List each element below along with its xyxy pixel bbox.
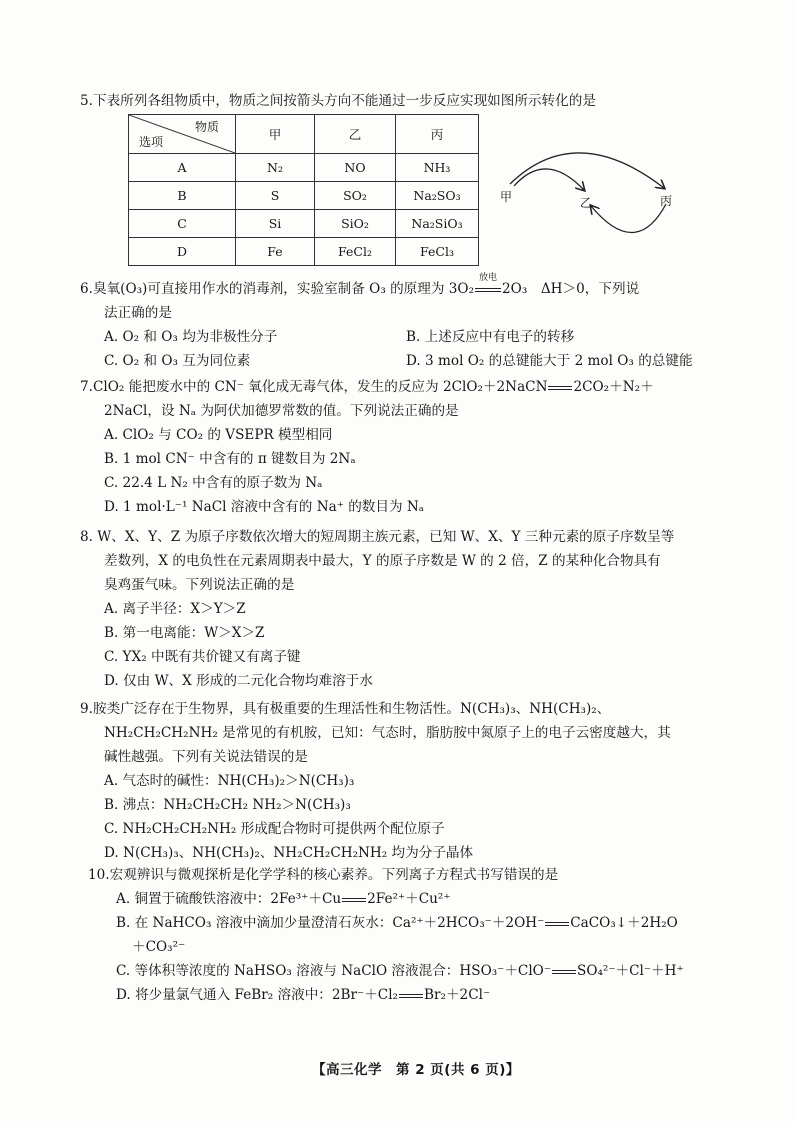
q10-option-c (116, 962, 684, 980)
q7-option-d: D. 1 mol·L⁻¹ NaCl 溶液中含有的 Na⁺ 的数目为 Nₐ (104, 499, 425, 515)
header-substance: 物质 (194, 120, 219, 134)
q8-line1: 8. W、X、Y、Z 为原子序数依次增大的短周期主族元素，已知 W、X、Y 三种元素的原子序数呈等 (80, 529, 675, 545)
q10-a-text-a: A. 铜置于硫酸铁溶液中：2Fe³⁺＋Cu (116, 891, 342, 907)
q10-option-a (116, 890, 451, 908)
equals-sign (342, 898, 366, 902)
q6-option-c: C. O₂ 和 O₃ 互为同位素 (104, 353, 251, 369)
q7-text-b: 2CO₂＋N₂＋ (573, 379, 654, 395)
label-yi: 乙 (580, 196, 593, 210)
q6-line1 (80, 273, 640, 298)
q6-line2: 法正确的是 (104, 305, 172, 321)
label-bing: 丙 (660, 194, 673, 208)
q7-option-b: B. 1 mol CN⁻ 中含有的 π 键数目为 2Nₐ (104, 451, 356, 467)
equals-sign (399, 994, 423, 998)
q9-option-b: B. 沸点：NH₂CH₂CH₂ NH₂＞N(CH₃)₃ (104, 797, 351, 813)
q7-line1 (80, 378, 654, 396)
table-row (129, 238, 479, 266)
q5-table (128, 114, 479, 266)
equals-sign (545, 922, 569, 926)
equals-sign (552, 970, 576, 974)
q10-d-text-b: Br₂＋2Cl⁻ (424, 987, 491, 1003)
q7-line2: 2NaCl，设 Nₐ 为阿伏加德罗常数的值。下列说法正确的是 (104, 403, 459, 419)
q10-c-text-b: SO₄²⁻＋Cl⁻＋H⁺ (577, 963, 684, 979)
q5-stem: 5.下表所列各组物质中，物质之间按箭头方向不能通过一步反应实现如图所示转化的是 (80, 93, 596, 109)
q9-option-a: A. 气态时的碱性：NH(CH₃)₂＞N(CH₃)₃ (104, 773, 355, 789)
cell-jia: S (236, 182, 315, 210)
equals-sign (548, 386, 572, 390)
q9-option-d: D. N(CH₃)₃、NH(CH₃)₂、NH₂CH₂CH₂NH₂ 均为分子晶体 (104, 845, 474, 861)
q6-condition-sign (474, 273, 502, 298)
cell-bing: NH₃ (396, 154, 479, 182)
q6-option-a: A. O₂ 和 O₃ 均为非极性分子 (104, 329, 278, 345)
q10-b-text-b: CaCO₃↓＋2H₂O (570, 915, 678, 931)
table-row (129, 210, 479, 238)
q8-line2: 差数列，X 的电负性在元素周期表中最大，Y 的原子序数是 W 的 2 倍，Z 的某种化合物具有 (104, 553, 661, 569)
q8-option-d: D. 仅由 W、X 形成的二元化合物均难溶于水 (104, 673, 373, 689)
row-option: C (129, 210, 236, 238)
q6-text-a: 6.臭氧(O₃)可直接用作水的消毒剂，实验室制备 O₃ 的原理为 3O₂ (80, 281, 475, 297)
q9-line2: NH₂CH₂CH₂NH₂ 是常见的有机胺，已知：气态时，脂肪胺中氮原子上的电子云密度越大，其 (104, 725, 671, 741)
cell-yi: SiO₂ (315, 210, 396, 238)
q10-a-text-b: 2Fe²⁺＋Cu²⁺ (367, 891, 451, 907)
q8-option-c: C. YX₂ 中既有共价键又有离子键 (104, 649, 301, 665)
label-jia: 甲 (500, 190, 513, 204)
q9-option-c: C. NH₂CH₂CH₂NH₂ 形成配合物时可提供两个配位原子 (104, 821, 445, 837)
q8-line3: 臭鸡蛋气味。下列说法正确的是 (104, 577, 295, 593)
conversion-diagram (496, 140, 696, 254)
q9-line1: 9.胺类广泛存在于生物界，具有极重要的生理活性和生物活性。N(CH₃)₃、NH(CH₃)₂、 (80, 701, 611, 717)
q10-d-text-a: D. 将少量氯气通入 FeBr₂ 溶液中：2Br⁻＋Cl₂ (116, 987, 399, 1003)
q7-option-a: A. ClO₂ 与 CO₂ 的 VSEPR 模型相同 (104, 427, 333, 443)
q9-line3: 碱性越强。下列有关说法错误的是 (104, 749, 308, 765)
cell-yi: SO₂ (315, 182, 396, 210)
q6-option-d: D. 3 mol O₂ 的总键能大于 2 mol O₃ 的总键能 (406, 353, 693, 369)
cell-jia: Si (236, 210, 315, 238)
q7-text-a: 7.ClO₂ 能把废水中的 CN⁻ 氧化成无毒气体，发生的反应为 2ClO₂＋2NaCN (80, 379, 548, 395)
table-header-corner (129, 115, 236, 154)
q10-option-b-cont: ＋CO₃²⁻ (132, 939, 186, 955)
q10-line1: 10.宏观辨识与微观探析是化学学科的核心素养。下列离子方程式书写错误的是 (88, 867, 559, 883)
cell-yi: NO (315, 154, 396, 182)
table-row (129, 182, 479, 210)
q10-b-text-a: B. 在 NaHCO₃ 溶液中滴加少量澄清石灰水：Ca²⁺＋2HCO₃⁻＋2OH⁻ (116, 915, 545, 931)
table-row (129, 154, 479, 182)
header-option: 选项 (139, 135, 164, 149)
q10-option-b (116, 914, 678, 932)
cell-jia: N₂ (236, 154, 315, 182)
page-footer: 【高三化学 第 2 页(共 6 页)】 (312, 1062, 520, 1078)
col-header-jia: 甲 (236, 115, 315, 154)
col-header-bing: 丙 (396, 115, 479, 154)
q8-option-a: A. 离子半径：X＞Y＞Z (104, 601, 246, 617)
row-option: D (129, 238, 236, 266)
q8-option-b: B. 第一电离能：W＞X＞Z (104, 625, 265, 641)
row-option: A (129, 154, 236, 182)
q6-option-b: B. 上述反应中有电子的转移 (406, 329, 575, 345)
q10-c-text-a: C. 等体积等浓度的 NaHSO₃ 溶液与 NaClO 溶液混合：HSO₃⁻＋ClO⁻ (116, 963, 551, 979)
cell-yi: FeCl₂ (315, 238, 396, 266)
q6-text-b: 2O₃ ΔH＞0，下列说 (502, 281, 640, 297)
col-header-yi: 乙 (315, 115, 396, 154)
row-option: B (129, 182, 236, 210)
cell-bing: Na₂SO₃ (396, 182, 479, 210)
q7-option-c: C. 22.4 L N₂ 中含有的原子数为 Nₐ (104, 475, 323, 491)
cell-bing: FeCl₃ (396, 238, 479, 266)
cell-jia: Fe (236, 238, 315, 266)
q10-option-d (116, 986, 490, 1004)
cell-bing: Na₂SiO₃ (396, 210, 479, 238)
q6-condition: 放电 (479, 273, 498, 283)
